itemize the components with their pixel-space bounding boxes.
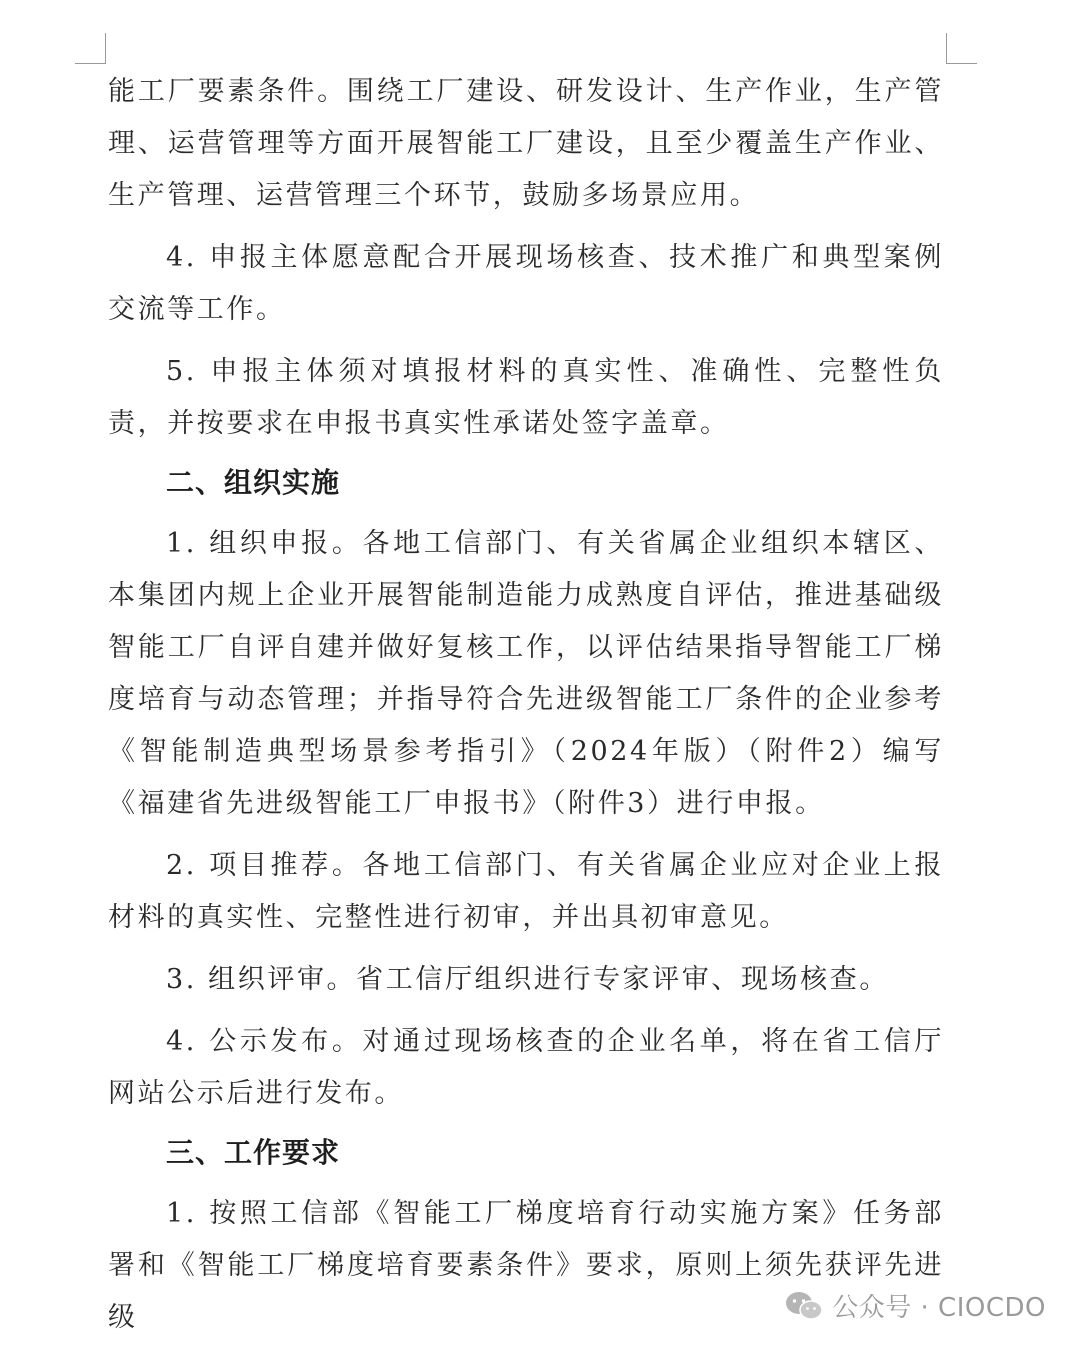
- paragraph-item-5: 5. 申报主体须对填报材料的真实性、准确性、完整性负责，并按要求在申报书真实性承诺处签字盖章。: [108, 356, 944, 439]
- crop-mark-top-left: [75, 33, 106, 64]
- paragraph-requirement-1: 1. 按照工信部《智能工厂梯度培育行动实施方案》任务部署和《智能工厂梯度培育要素条件》要求，原则上须先获评先进级: [108, 1198, 944, 1333]
- paragraph-item-4: 4. 申报主体愿意配合开展现场核查、技术推广和典型案例交流等工作。: [108, 242, 944, 325]
- paragraph-organize-review: 3. 组织评审。省工信厅组织进行专家评审、现场核查。: [166, 964, 889, 995]
- watermark: [784, 1287, 1046, 1324]
- paragraph-publish: 4. 公示发布。对通过现场核查的企业名单，将在省工信厅网站公示后进行发布。: [108, 1026, 944, 1109]
- paragraph-project-recommend: 2. 项目推荐。各地工信部门、有关省属企业应对企业上报材料的真实性、完整性进行初审，并出具初审意见。: [108, 850, 944, 933]
- paragraph-organize-apply: 1. 组织申报。各地工信部门、有关省属企业组织本辖区、本集团内规上企业开展智能制造能力成熟度自评估，推进基础级智能工厂自评自建并做好复核工作，以评估结果指导智能工厂梯度培育与动态管理；并指导符合先进级智能工厂条件的企业参考《智能制造典型场景参考指引》（2024年版）（附件2）编写《福建省先进级智能工厂申报书》（附件3）进行申报。: [108, 528, 944, 819]
- watermark-text: 公众号 · CIOCDO: [832, 1293, 1046, 1323]
- paragraph-continuation: 能工厂要素条件。围绕工厂建设、研发设计、生产作业，生产管理、运营管理等方面开展智能工厂建设，且至少覆盖生产作业、生产管理、运营管理三个环节，鼓励多场景应用。: [108, 76, 944, 211]
- crop-mark-top-right: [946, 33, 977, 64]
- section-heading-organize: 二、组织实施: [166, 466, 341, 499]
- section-heading-requirements: 三、工作要求: [166, 1136, 341, 1169]
- wechat-icon: [784, 1290, 824, 1322]
- document-body: [108, 66, 944, 1354]
